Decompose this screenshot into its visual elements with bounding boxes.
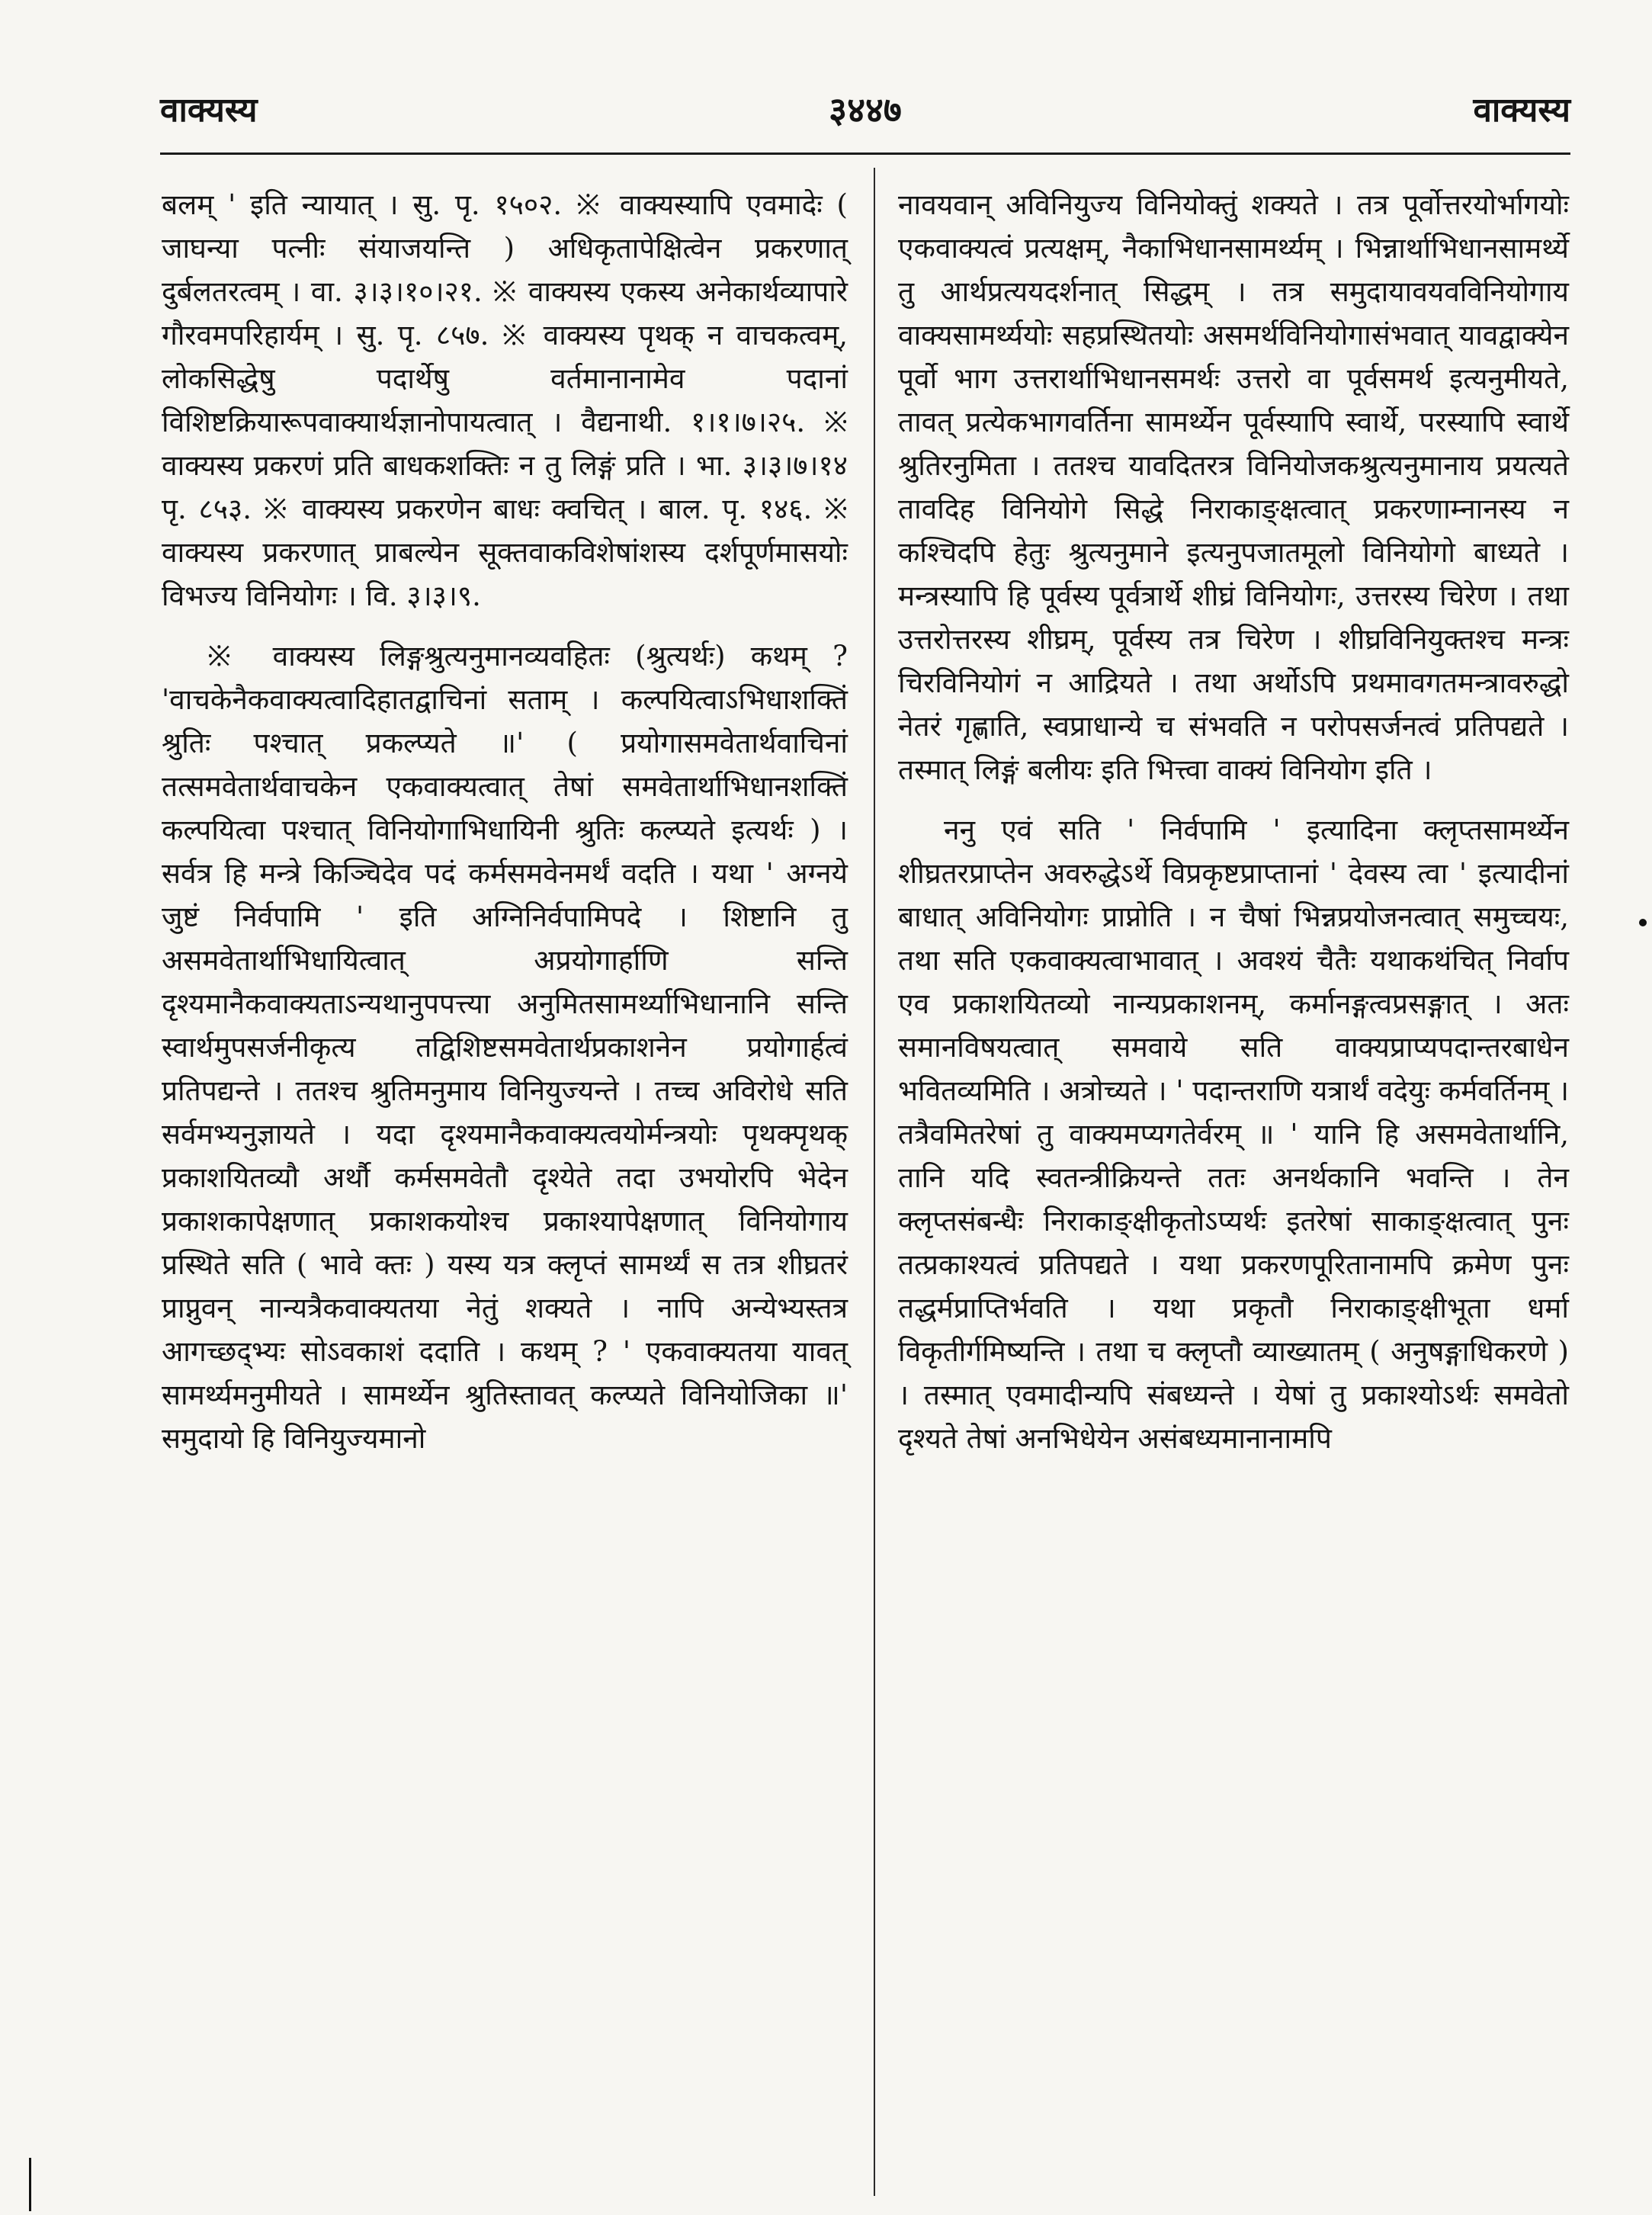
page-number: ३४४७: [829, 89, 902, 130]
right-paragraph-1: नावयवान् अविनियुज्य विनियोक्तुं शक्यते । तत्र पूर्वोत्तरयोर्भागयोः एकवाक्यत्वं प्रत्यक्षम्, नैकाभिधानसामर्थ्यम् । भिन्नार्थाभिधानसामर्थ्ये तु आर्थप्रत्ययदर्शनात् सिद्धम् । तत्र समुदायावयवविनियोगाय वाक्यसामर्थ्ययोः सहप्रस्थितयोः असमर्थविनियोगासंभवात् यावद्वाक्येन पूर्वो भाग उत्तरार्थाभिधानसमर्थः उत्तरो वा पूर्वसमर्थ इत्यनुमीयते, तावत् प्रत्येकभागवर्तिना सामर्थ्येन पूर्वस्यापि स्वार्थे, परस्यापि स्वार्थे श्रुतिरनुमिता । ततश्च यावदितरत्र विनियोजकश्रुत्यनुमानाय प्रयत्यते तावदिह विनियोगे सिद्धे निराकाङ्क्षत्वात् प्रकरणाम्नानस्य न कश्चिदपि हेतुः श्रुत्यनुमाने इत्यनुपजातमूलो विनियोगो बाध्यते । मन्त्रस्यापि हि पूर्वस्य पूर्वत्रार्थे शीघ्रं विनियोगः, उत्तरस्य चिरेण । तथा उत्तरोत्तरस्य शीघ्रम्, पूर्वस्य तत्र चिरेण । शीघ्रविनियुक्तश्च मन्त्रः चिरविनियोगं न आद्रियते । तथा अर्थोऽपि प्रथमावगतमन्त्रावरुद्धो नेतरं गृह्णाति, स्वप्राधान्ये च संभवति न परोपसर्जनत्वं प्रतिपद्यते । तस्मात् लिङ्गं बलीयः इति भित्त्वा वाक्यं विनियोग इति ।: [898, 188, 1569, 786]
margin-dot: [1639, 919, 1647, 926]
running-header: [160, 85, 1570, 139]
left-column: [162, 183, 848, 1460]
left-paragraph-2: ※ वाक्यस्य लिङ्गश्रुत्यनुमानव्यवहितः (श्रुत्यर्थः) कथम् ? 'वाचकेनैकवाक्यत्वादिहातद्वाचिनां सताम् । कल्पयित्वाऽभिधाशक्तिं श्रुतिः पश्चात् प्रकल्प्यते ॥' ( प्रयोगासमवेतार्थवाचिनां तत्समवेतार्थवाचकेन एकवाक्यत्वात् तेषां समवेतार्थाभिधानशक्तिं कल्पयित्वा पश्चात् विनियोगाभिधायिनी श्रुतिः कल्प्यते इत्यर्थः ) । सर्वत्र हि मन्त्रे किञ्चिदेव पदं कर्मसमवेनमर्थं वदति । यथा ' अग्नये जुष्टं निर्वपामि ' इति अग्निनिर्वपामिपदे । शिष्टानि तु असमवेतार्थाभिधायित्वात् अप्रयोगार्हाणि सन्ति दृश्यमानैकवाक्यताऽन्यथानुपपत्त्या अनुमितसामर्थ्याभिधानानि सन्ति स्वार्थमुपसर्जनीकृत्य तद्विशिष्टसमवेतार्थप्रकाशनेन प्रयोगार्हत्वं प्रतिपद्यन्ते । ततश्च श्रुतिमनुमाय विनियुज्यन्ते । तच्च अविरोधे सति सर्वमभ्यनुज्ञायते । यदा दृश्यमानैकवाक्यत्वयोर्मन्त्रयोः पृथक्पृथक् प्रकाशयितव्यौ अर्थौ कर्मसमवेतौ दृश्येते तदा उभयोरपि भेदेन प्रकाशकापेक्षणात् प्रकाशकयोश्च प्रकाश्यापेक्षणात् विनियोगाय प्रस्थिते सति ( भावे क्तः ) यस्य यत्र क्लृप्तं सामर्थ्यं स तत्र शीघ्रतरं प्राप्नुवन् नान्यत्रैकवाक्यतया नेतुं शक्यते । नापि अन्येभ्यस्तत्र आगच्छद्भ्यः सोऽवकाशं ददाति । कथम् ? ' एकवाक्यतया यावत् सामर्थ्यमनुमीयते । सामर्थ्येन श्रुतिस्तावत् कल्प्यते विनियोजिका ॥' समुदायो हि विनियुज्यमानो: [162, 640, 848, 1455]
header-left-word: वाक्यस्य: [160, 91, 258, 130]
margin-scan-line: [29, 2158, 31, 2211]
header-right-word: वाक्यस्य: [1473, 91, 1570, 130]
left-paragraph-1: बलम् ' इति न्यायात् । सु. पृ. १५०२. ※ वाक्यस्यापि एवमादेः ( जाघन्या पत्नीः संयाजयन्ति ) अधिकृतापेक्षित्वेन प्रकरणात् दुर्बलतरत्वम् । वा. ३।३।१०।२१. ※ वाक्यस्य एकस्य अनेकार्थव्यापारे गौरवमपरिहार्यम् । सु. पृ. ८५७. ※ वाक्यस्य पृथक् न वाचकत्वम्, लोकसिद्धेषु पदार्थेषु वर्तमानानामेव पदानां विशिष्टक्रियारूपवाक्यार्थज्ञानोपायत्वात् । वैद्यनाथी. १।१।७।२५. ※ वाक्यस्य प्रकरणं प्रति बाधकशक्तिः न तु लिङ्गं प्रति । भा. ३।३।७।१४ पृ. ८५३. ※ वाक्यस्य प्रकरणेन बाधः क्वचित् । बाल. पृ. १४६. ※ वाक्यस्य प्रकरणात् प्राबल्येन सूक्तवाकविशेषांशस्य दर्शपूर्णमासयोः विभज्य विनियोगः । वि. ३।३।९.: [162, 188, 848, 612]
right-column: [898, 183, 1569, 1460]
right-paragraph-2: ननु एवं सति ' निर्वपामि ' इत्यादिना क्लृप्तसामर्थ्येन शीघ्रतरप्राप्तेन अवरुद्धेऽर्थे विप्रकृष्टप्राप्तानां ' देवस्य त्वा ' इत्यादीनां बाधात् अविनियोगः प्राप्नोति । न चैषां भिन्नप्रयोजनत्वात् समुच्चयः, तथा सति एकवाक्यत्वाभावात् । अवश्यं चैतैः यथाकथंचित् निर्वाप एव प्रकाशयितव्यो नान्यप्रकाशनम्, कर्मानङ्गत्वप्रसङ्गात् । अतः समानविषयत्वात् समवाये सति वाक्यप्राप्यपदान्तरबाधेन भवितव्यमिति । अत्रोच्यते । ' पदान्तराणि यत्रार्थं वदेयुः कर्मवर्तिनम् । तत्रैवमितरेषां तु वाक्यमप्यगतेर्वरम् ॥ ' यानि हि असमवेतार्थानि, तानि यदि स्वतन्त्रीक्रियन्ते ततः अनर्थकानि भवन्ति । तेन क्लृप्तसंबन्धैः निराकाङ्क्षीकृतोऽप्यर्थः इतरेषां साकाङ्क्षत्वात् पुनः तत्प्रकाश्यत्वं प्रतिपद्यते । यथा प्रकरणपूरितानामपि क्रमेण पुनः तद्धर्मप्राप्तिर्भवति । यथा प्रकृतौ निराकाङ्क्षीभूता धर्मा विकृतीर्गमिष्यन्ति । तथा च क्लृप्तौ व्याख्यातम् ( अनुषङ्गाधिकरणे ) । तस्मात् एवमादीन्यपि संबध्यन्ते । येषां तु प्रकाश्योऽर्थः समवेतो दृश्यते तेषां अनभिधेयेन असंबध्यमानानामपि: [898, 814, 1569, 1455]
header-rule: [160, 152, 1570, 155]
column-divider: [874, 168, 875, 2196]
